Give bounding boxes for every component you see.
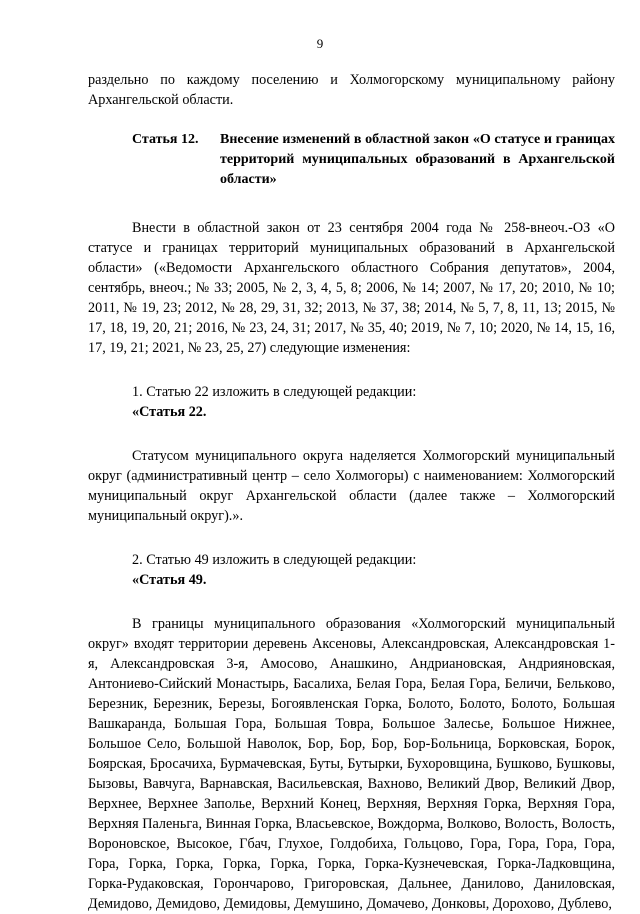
item-2-text: В границы муниципального образования «Холмогорский муниципальный округ» входят территории деревень Аксеновы, Александровская, Александровская 1-я, Александровская 3-я, Амосово, Анашкино, Андриановская, Андрияновская, Антониево-Сийский Монастырь, Басалиха, Белая Гора, Белая Гора, Беличи, Бельково, Березник, Березник, Березы, Богоявленская Горка, Болото, Болото, Болото, Большая Вашкаранда, Большая Гора, Большая Товра, Большое Залесье, Большое Нижнее, Большое Село, Большой Наволок, Бор, Бор, Бор, Бор-Больница, Борковская, Борок, Боярская, Бросачиха, Бурмачевская, Буты, Бутырки, Бухоровщина, Бушково, Бушковы, Бызовы, Вавчуга, Варнавская, Васильевская, Вахново, Великий Двор, Великий Двор, Верхнее, Верхнее Заполье, Верхний Конец, Верхняя, Верхняя Горка, Верхняя Гора, Верхняя Паленьга, Винная Горка, Власьевское, Вождорма, Волково, Волость, Волость, Вороновское, Высокое, Гбач, Глухое, Голдобиха, Гольцово, Гора, Гора, Гора, Гора, Гора, Горка, Горка, Горка, Горка, Горка, Горка-Кузнечевская, Горка-Ладковщина, Горка-Рудаковская, Горончарово, Григоровская, Дальнее, Данилово, Даниловская, Демидово, Демидово, Демидовы, Демушино, Домачево, Донковы, Дорохово, Дублево, xyxy=(88,616,615,912)
page-number: 9 xyxy=(316,36,324,51)
item-1-heading: «Статья 22. xyxy=(132,404,207,420)
intro-paragraph: Внести в областной закон от 23 сентября 2004 года № 258-внеоч.-ОЗ «О статусе и границах территорий муниципальных образований в Архангельской области» («Ведомости Архангельского областного Собрания депутатов», 2004, сентябрь, внеоч.; № 33; 2005, № 2, 3, 4, 5, 8; 2006, № 14; 2007, № 17, 20; 2010, № 10; 2011, № 19, 23; 2012, № 28, 29, 31, 32; 2013, № 37, 38; 2014, № 5, 7, 8, 11, 13; 2015, № 17, 18, 19, 20, 21; 2016, № 23, 24, 31; 2017, № 35, 40; 2019, № 7, 10; 2020, № 14, 15, 16, 17, 19, 21; 2021, № 23, 25, 27) следующие изменения: xyxy=(88,220,615,356)
article-12-heading xyxy=(88,130,615,190)
item-2-heading: «Статья 49. xyxy=(132,572,207,588)
item-1-instruction: 1. Статью 22 изложить в следующей редакции: xyxy=(132,384,417,400)
body-column xyxy=(88,70,615,914)
item-1-text: Статусом муниципального округа наделяется Холмогорский муниципальный округ (административный центр – село Холмогоры) с наименованием: Холмогорский муниципальный округ Архангельской области (далее также – Холмогорский муниципальный округ).». xyxy=(88,448,615,524)
article-title: Внесение изменений в областной закон «О статусе и границах территорий муниципальных образований в Архангельской области» xyxy=(220,132,615,187)
continuation-line-1: раздельно по каждому поселению и Холмогорскому муниципальному району xyxy=(88,72,615,88)
continuation-line-2: Архангельской области. xyxy=(88,92,234,108)
item-2-instruction: 2. Статью 49 изложить в следующей редакции: xyxy=(132,552,417,568)
article-number: Статья 12. xyxy=(132,132,199,147)
